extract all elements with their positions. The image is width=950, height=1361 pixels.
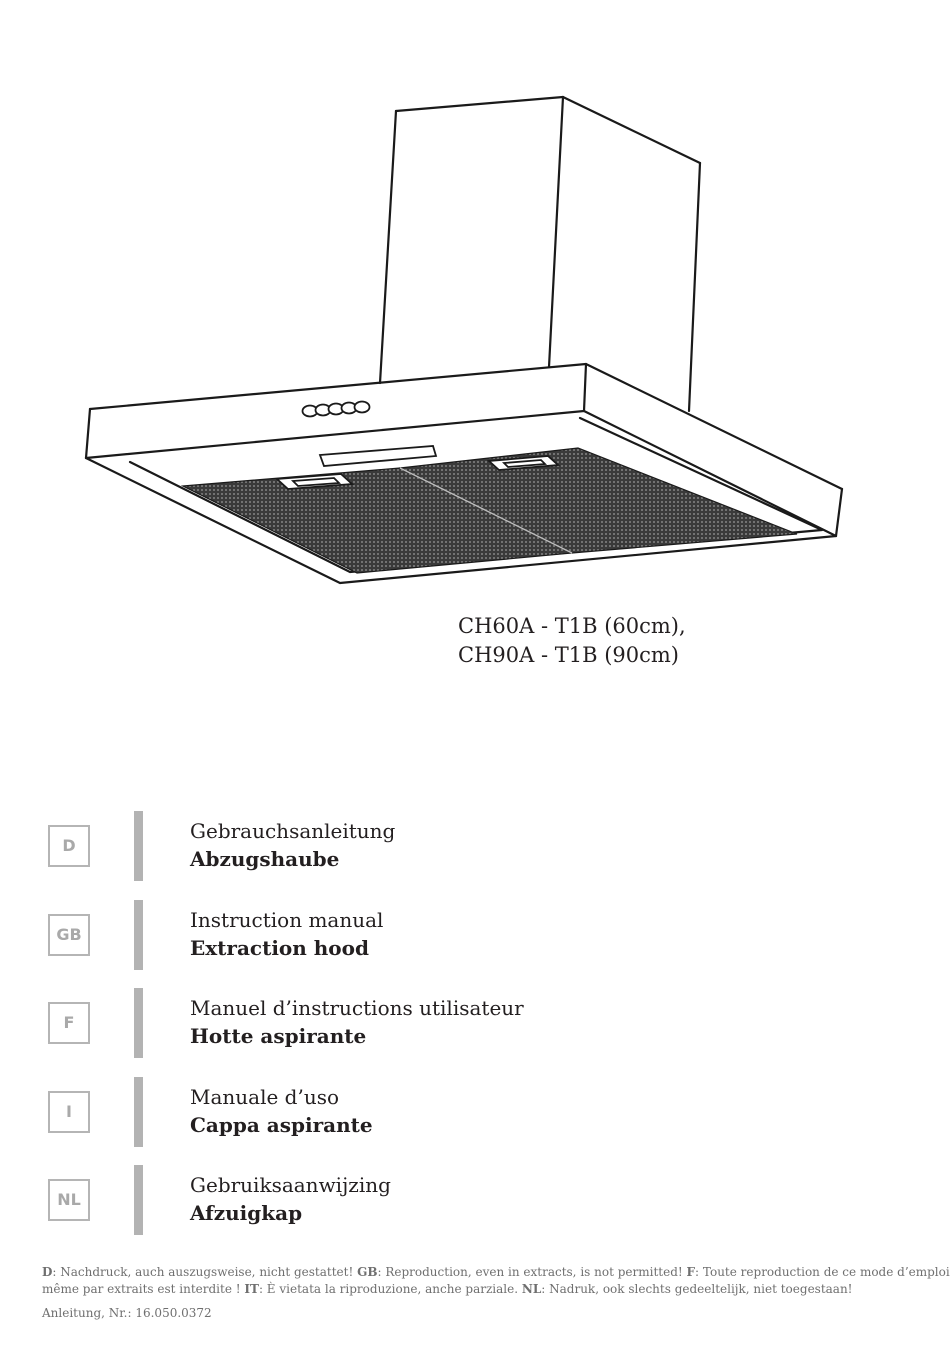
language-row-it xyxy=(0,1077,950,1147)
model-60cm: CH60A - T1B (60cm), xyxy=(458,614,686,638)
document-number: Anleitung, Nr.: 16.050.0372 xyxy=(42,1306,212,1320)
language-row-de xyxy=(0,811,950,881)
manual-subtitle: Gebruiksaanwijzing xyxy=(190,1173,391,1197)
manual-subtitle: Gebrauchsanleitung xyxy=(190,819,396,843)
chimney-front xyxy=(380,111,396,383)
notice-nl: : Nadruk, ook slechts gedeeltelijk, niet toegestaan! xyxy=(541,1282,853,1296)
language-divider-bar xyxy=(134,1077,143,1147)
language-divider-bar xyxy=(134,900,143,970)
notice-f-part1: : Toute reproduction de ce mode d’emploi xyxy=(695,1265,950,1279)
product-title: Abzugshaube xyxy=(190,847,340,871)
language-text xyxy=(190,1083,373,1139)
product-title: Extraction hood xyxy=(190,936,369,960)
center-panel xyxy=(320,446,436,466)
product-title: Hotte aspirante xyxy=(190,1024,367,1048)
language-text xyxy=(190,994,524,1050)
manual-subtitle: Instruction manual xyxy=(190,908,384,932)
language-row-nl xyxy=(0,1165,950,1235)
extraction-hood-illustration xyxy=(0,0,950,600)
notice-d: : Nachdruck, auch auszugsweise, nicht gestattet! xyxy=(52,1265,358,1279)
notice-gb: : Reproduction, even in extracts, is not permitted! xyxy=(377,1265,687,1279)
product-title: Cappa aspirante xyxy=(190,1113,373,1137)
code-f: F xyxy=(686,1265,696,1279)
copyright-notice xyxy=(42,1264,950,1298)
language-row-fr xyxy=(0,988,950,1058)
language-code-badge: I xyxy=(48,1091,90,1133)
language-divider-bar xyxy=(134,1165,143,1235)
language-text xyxy=(190,1171,391,1227)
code-it: IT xyxy=(244,1282,259,1296)
language-code-badge: NL xyxy=(48,1179,90,1221)
notice-it: : È vietata la riproduzione, anche parziale. xyxy=(258,1282,522,1296)
control-buttons xyxy=(303,402,370,417)
product-title: Afzuigkap xyxy=(190,1201,303,1225)
language-row-gb xyxy=(0,900,950,970)
language-divider-bar xyxy=(134,811,143,881)
language-code-badge: GB xyxy=(48,914,90,956)
notice-f-part2: même par extraits est interdite ! xyxy=(42,1282,245,1296)
code-d: D xyxy=(42,1265,53,1279)
language-code-badge: F xyxy=(48,1002,90,1044)
copyright-line-1 xyxy=(42,1264,950,1281)
code-gb: GB xyxy=(357,1265,378,1279)
language-code-badge: D xyxy=(48,825,90,867)
code-nl: NL xyxy=(521,1282,542,1296)
copyright-line-2 xyxy=(42,1281,902,1298)
manual-subtitle: Manuel d’instructions utilisateur xyxy=(190,996,524,1020)
language-text xyxy=(190,906,383,962)
language-divider-bar xyxy=(134,988,143,1058)
model-list xyxy=(458,612,686,670)
grease-filter xyxy=(183,448,797,573)
language-text xyxy=(190,817,395,873)
model-90cm: CH90A - T1B (90cm) xyxy=(458,643,679,667)
manual-subtitle: Manuale d’uso xyxy=(190,1085,340,1109)
